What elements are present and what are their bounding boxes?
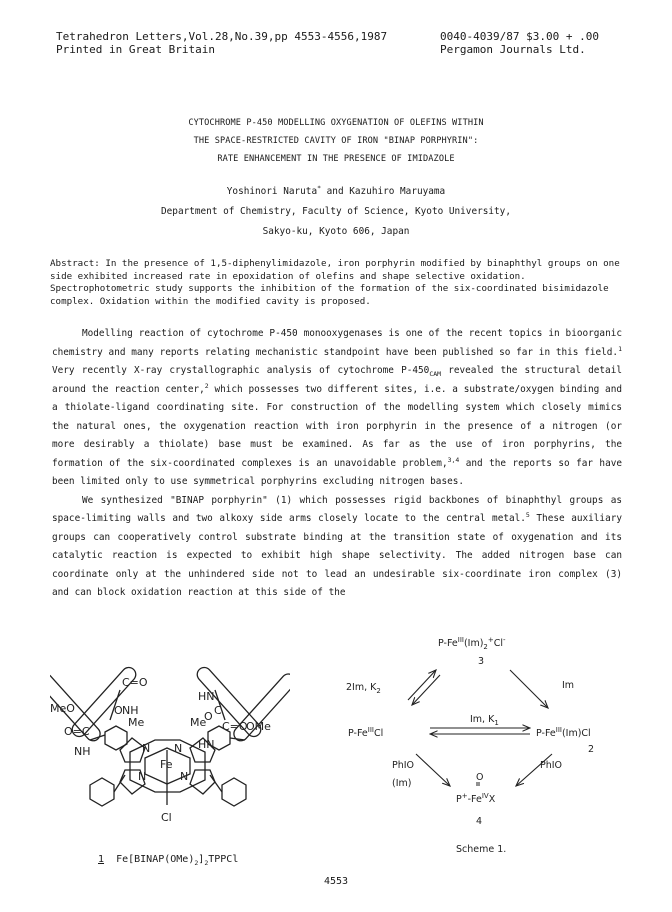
p2-text-b: ) which possesses rigid backbones of binaphthyl groups as space-limiting walls and two alkoxy side arms closely locate to the central metal. <box>52 494 622 524</box>
ref-5: 5 <box>525 510 530 519</box>
oc-left: O=C <box>64 725 90 738</box>
n-4: N <box>180 770 189 783</box>
ref-3-4: 3,4 <box>447 455 460 464</box>
publisher-info <box>440 30 599 56</box>
page-number: 4553 <box>323 876 349 887</box>
compound-2-label: 2 <box>588 744 595 755</box>
author-2: and Kazuhiro Maruyama <box>321 186 446 197</box>
nh-left-top: NH <box>122 704 139 717</box>
o-right: O <box>204 710 213 723</box>
phio-right: PhIO <box>540 760 563 771</box>
journal-citation <box>56 30 387 56</box>
ref-2: 2 <box>204 381 209 390</box>
article-title <box>0 114 672 168</box>
fe-center: Fe <box>160 758 173 771</box>
price-line: 0040-4039/87 $3.00 + .00 <box>440 30 599 43</box>
left-reagent: 2Im, $K_2$ <box>346 682 381 695</box>
affiliation-1: Department of Chemistry, Faculty of Science, Kyoto University, <box>161 206 511 217</box>
bottom-complex: $P^+-Fe^{IV}X$ <box>456 792 496 805</box>
c-right: C <box>214 704 222 717</box>
p1-text-b: Very recently X-ray crystallographic analysis of cytochrome P-450 <box>52 365 430 376</box>
journal-line-1: Tetrahedron Letters,Vol.28,No.39,pp 4553-4556,1987 <box>56 30 388 43</box>
ome-right: OMe <box>246 720 271 733</box>
compound-4-label: 4 <box>476 816 483 827</box>
co-left-top: C=O <box>122 676 148 689</box>
reaction-scheme <box>340 630 640 870</box>
p1-text-d: which possesses two different sites, i.e. a substrate/oxygen binding and a thiolate-ligand coordinating site. For construction of the modelling system which closely mimics the natural ones, the oxygenation reaction with iron porphyrin in the presence of a nitrogen (or more desirably a thiolate) base must be examined. As far as the use of iron porphyrins, the formation of the six-coordinated complexes is an unavoidable problem, <box>52 383 622 469</box>
compound-3-label: 3 <box>478 656 485 667</box>
journal-line-2: Printed in Great Britain <box>56 43 215 56</box>
structure-caption <box>98 854 238 865</box>
p2-text-d: ) and can block oxidation reaction at this side of the <box>52 568 622 598</box>
scheme-caption: Scheme 1. <box>456 844 507 855</box>
n-1: N <box>142 742 151 755</box>
co-right: C=O <box>222 720 248 733</box>
oxo-o: O <box>476 772 484 783</box>
mid-reagent: Im, $K_1$ <box>470 714 499 727</box>
n-3: N <box>138 770 147 783</box>
compound-number-1: 1 <box>98 854 105 865</box>
caption-sub-2: 2 <box>204 859 209 867</box>
affiliation-2: Sakyo-ku, Kyoto 606, Japan <box>262 226 410 237</box>
meo-left: MeO <box>50 702 75 715</box>
im-left: (Im) <box>392 778 412 789</box>
caption-tail: TPPCl <box>208 854 239 865</box>
paragraph-2 <box>52 492 622 603</box>
ref-1: 1 <box>618 344 622 353</box>
author-line <box>0 183 672 197</box>
p2-text-c: These auxiliary groups can cooperatively control substrate binding at the transition state of oxygenation and its catalytic reaction is expected to exhibit high shape selectivity. The added nitrogen base can coordinate only at the unhindered side not to lead an undesirable six-coordinate iron complex ( <box>52 513 622 580</box>
caption-text: Fe[BINAP(OMe) <box>116 854 195 865</box>
compound-3-ref: 3 <box>610 568 617 580</box>
cam-subscript: CAM <box>429 369 442 378</box>
right-reagent: Im <box>562 680 575 691</box>
title-line-3: RATE ENHANCEMENT IN THE PRESENCE OF IMIDAZOLE <box>217 154 455 164</box>
paragraph-1 <box>52 325 622 492</box>
caption-sub: 2 <box>194 859 199 867</box>
hn-right: HN <box>198 738 215 751</box>
p1-text-c: revealed the structural detail around the reaction center, <box>52 365 622 395</box>
nh-left: NH <box>74 745 91 758</box>
o-left: O <box>114 704 123 717</box>
phio-left: PhIO <box>392 760 415 771</box>
top-complex: $P-Fe^{III}(Im)_2^+Cl^-$ <box>438 636 506 651</box>
left-complex: $P-Fe^{III}Cl$ <box>348 726 384 739</box>
compound-1-ref: 1 <box>280 494 287 506</box>
p1-text-a: Modelling reaction of cytochrome P-450 monooxygenases is one of the recent topics in bioorganic chemistry and many reports relating mechanistic standpoint have been published so far in this field. <box>52 328 622 358</box>
me-right: Me <box>190 716 207 729</box>
author-1: Yoshinori Naruta <box>226 186 318 197</box>
structure-figure <box>50 640 290 840</box>
title-line-1: CYTOCHROME P-450 MODELLING OXYGENATION OF OLEFINS WITHIN <box>188 118 484 128</box>
hn-right-top: HN <box>198 690 215 703</box>
cl-ligand: Cl <box>161 811 172 824</box>
n-2: N <box>174 742 183 755</box>
me-left: Me <box>128 716 145 729</box>
abstract: Abstract: In the presence of 1,5-diphenylimidazole, iron porphyrin modified by binaphthyl groups on one side exhibited increased rate in epoxidation of olefins and shape selective oxidation. Spectrophotometric study supports the inhibition of the formation of the six-coordinated bisimidazole complex. Oxidation within the modified cavity is proposed. <box>50 258 620 307</box>
corresponding-star: * <box>317 183 322 192</box>
body-text <box>52 325 622 603</box>
publisher-line: Pergamon Journals Ltd. <box>440 43 586 56</box>
title-line-2: THE SPACE-RESTRICTED CAVITY OF IRON "BINAP PORPHYRIN": <box>193 136 479 146</box>
p1-text-e: and the reports so far have been limited only to use symmetrical porphyrins excluding nitrogen bases. <box>52 457 623 487</box>
right-complex: $P-Fe^{III}(Im)Cl$ <box>536 726 591 739</box>
p2-text-a: We synthesized "BINAP porphyrin" ( <box>82 494 281 506</box>
caption-bracket: ] <box>198 854 205 865</box>
